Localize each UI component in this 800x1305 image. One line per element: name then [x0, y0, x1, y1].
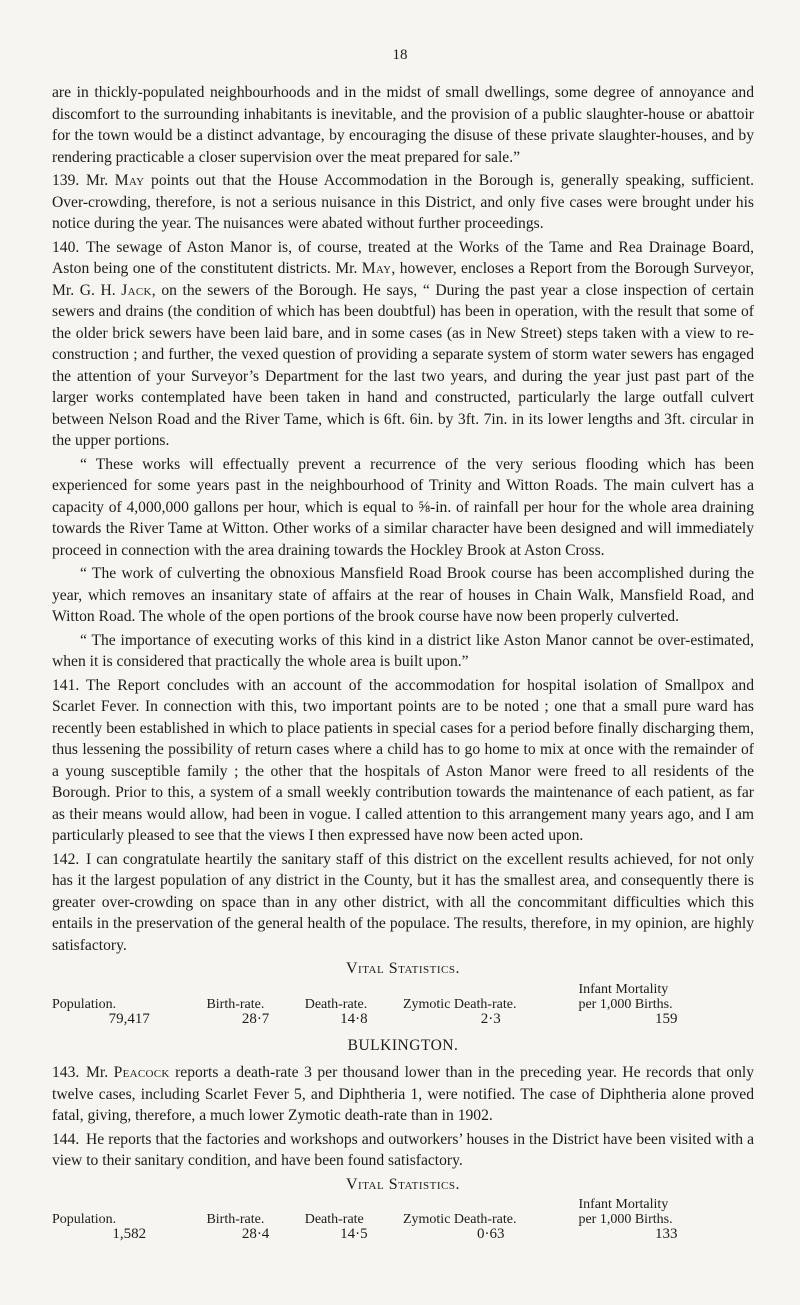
- paragraph-141: 141. The Report concludes with an account of the accommodation for hospital isolation of Smallpox and Scarlet Fever. In connection with this, two important points are to be noted ; one that a small pure ward has recently been established in which to place patients in special cases for a period before finally discharging them, thus lessening the possibility of return cases where a child has to go home to mix at once with the remainder of a young susceptible family ; the other that the hospitals of Aston Manor were freed to all residents of the Borough. Prior to this, a system of a small weekly contribution towards the maintenance of each patient, as far as their means would allow, had been in vogue. I called attention to this arrangement many years ago, and I am particularly pleased to see that the views I then expressed have now been acted upon.: [52, 676, 754, 844]
- vital-statistics-table-bulkington: [52, 1197, 754, 1242]
- header-infant-mortality: Infant Mortality per 1,000 Births.: [578, 981, 673, 1012]
- paragraph-143: 143. Mr. Peacock reports a death-rate 3 per thousand lower than in the preceding year. He records that only twelve cases, including Scarlet Fever 5, and Diphtheria 1, were notified. The case of Diphtheria alone proved fatal, giving, therefore, a much lower Zymotic death-rate than in 1902.: [52, 1064, 755, 1124]
- paragraph-number: 143.: [52, 1064, 80, 1081]
- header-death-rate: Death-rate.: [304, 996, 368, 1012]
- person-name: Jack: [121, 281, 152, 299]
- quote-paragraph-1: “ These works will effectually prevent a recurrence of the very serious flooding which has been experienced for some years past in the neighbourhood of Trinity and Witton Roads. The main culvert has a capacity of 4,000,000 gallons per hour, which is equal to ⅝-in. of rainfall per hour for the whole area draining towards the River Tame at Witton. Other works of a similar character have been designed and will immediately proceed in connection with the area draining towards the Hockley Brook at Aston Cross.: [52, 455, 754, 559]
- quote-paragraph-3: “ The importance of executing works of this kind in a district like Aston Manor cannot be over-estimated, when it is considered that practically the whole area is built upon.”: [52, 631, 754, 670]
- header-zymotic: Zymotic Death-rate.: [402, 996, 517, 1012]
- vital-statistics-title: Vital Statistics.: [345, 960, 461, 977]
- paragraph-144: 144. He reports that the factories and workshops and outworkers’ houses in the District have been visited with a view to their sanitary condition, and have been found satisfactory.: [52, 1130, 754, 1169]
- paragraph-140: 140. The sewage of Aston Manor is, of course, treated at the Works of the Tame and Rea Drainage Board, Aston being one of the constitutent districts. Mr. May, however, encloses a Report from the Borough Surveyor, Mr. G. H. Jack, on the sewers of the Borough. He says, “ During the past year a close inspection of certain sewers and drains (the condition of which has been doubtful) has been in operation, with the result that some of the older brick sewers have been laid bare, and in some cases (as in New Street) steps taken with a view to re-construction ; and further, the vexed question of providing a separate system of storm water sewers has engaged the attention of your Surveyor’s Department for the last two years, and during the year just past part of the larger works contemplated have been taken in hand and constructed, particularly the large outfall culvert between Nelson Road and the River Tame, which is 6ft. 6in. by 3ft. 7in. in its lower lengths and 3ft. circular in the upper portions.: [52, 238, 754, 449]
- header-zymotic: Zymotic Death-rate.: [402, 1212, 517, 1227]
- paragraph-number: 139.: [52, 172, 80, 189]
- body-text: [52, 82, 754, 1248]
- value-death-rate: 14·8: [340, 1010, 368, 1027]
- paragraph-number: 144.: [52, 1130, 80, 1148]
- value-zymotic: 0·63: [476, 1226, 505, 1242]
- page-number: 18: [392, 47, 408, 63]
- value-birth-rate: 28·7: [241, 1010, 270, 1027]
- header-population: Population.: [52, 1212, 117, 1227]
- value-birth-rate: 28·4: [241, 1226, 270, 1242]
- header-birth-rate: Birth-rate.: [206, 1212, 265, 1227]
- quote-paragraph-2: “ The work of culverting the obnoxious Mansfield Road Brook course has been accomplished during the year, which removes an insanitary state of affairs at the rear of houses in Chain Walk, Mansfield Road, and Witton Road. The whole of the open portions of the brook course have now been properly culverted.: [52, 565, 754, 625]
- value-zymotic: 2·3: [480, 1010, 501, 1027]
- paragraph-number: 140.: [52, 238, 80, 256]
- vital-statistics-title: Vital Statistics.: [345, 1175, 461, 1193]
- value-death-rate: 14·5: [340, 1226, 368, 1242]
- paragraph-142: 142. I can congratulate heartily the sanitary staff of this district on the excellent results achieved, for not only has it the largest population of any district in the County, but it has the smallest area, and consequently there is greater over-crowding on space than in any other district, with all the concommitant difficulties which this entails in the preservation of the general health of the populace. The results, therefore, in my opinion, are highly satisfactory.: [52, 850, 754, 954]
- person-name: May: [361, 260, 392, 277]
- paragraph-number: 141.: [52, 676, 80, 694]
- header-birth-rate: Birth-rate.: [206, 996, 265, 1012]
- vital-statistics-table-aston: [52, 982, 754, 1027]
- paragraph-continued: are in thickly-populated neighbourhoods and in the midst of small dwellings, some degree of annoyance and discomfort to the surrounding inhabitants is inevitable, and the provision of a public slaughter-house or abattoir for the town would be a distinct advantage, by encouraging the disuse of these private slaughter-houses, and by rendering practicable a closer supervision over the meat prepared for sale.”: [52, 84, 754, 166]
- header-death-rate: Death-rate: [304, 1212, 364, 1227]
- paragraph-number: 142.: [52, 850, 80, 868]
- person-name: Peacock: [113, 1064, 170, 1081]
- section-heading: BULKINGTON.: [347, 1036, 459, 1054]
- value-population: 79,417: [108, 1010, 150, 1027]
- value-infant-mortality: 133: [654, 1226, 678, 1242]
- header-population: Population.: [52, 996, 117, 1012]
- value-infant-mortality: 159: [654, 1010, 678, 1027]
- person-name: May: [114, 172, 145, 189]
- header-infant-mortality: Infant Mortality per 1,000 Births.: [578, 1197, 673, 1227]
- paragraph-139: 139. Mr. May points out that the House Accommodation in the Borough is, generally speaking, sufficient. Over-crowding, therefore, is not a serious nuisance in this District, and only five cases were brought under his notice during the year. The nuisances were abated without further proceedings.: [52, 172, 754, 232]
- value-population: 1,582: [112, 1226, 147, 1242]
